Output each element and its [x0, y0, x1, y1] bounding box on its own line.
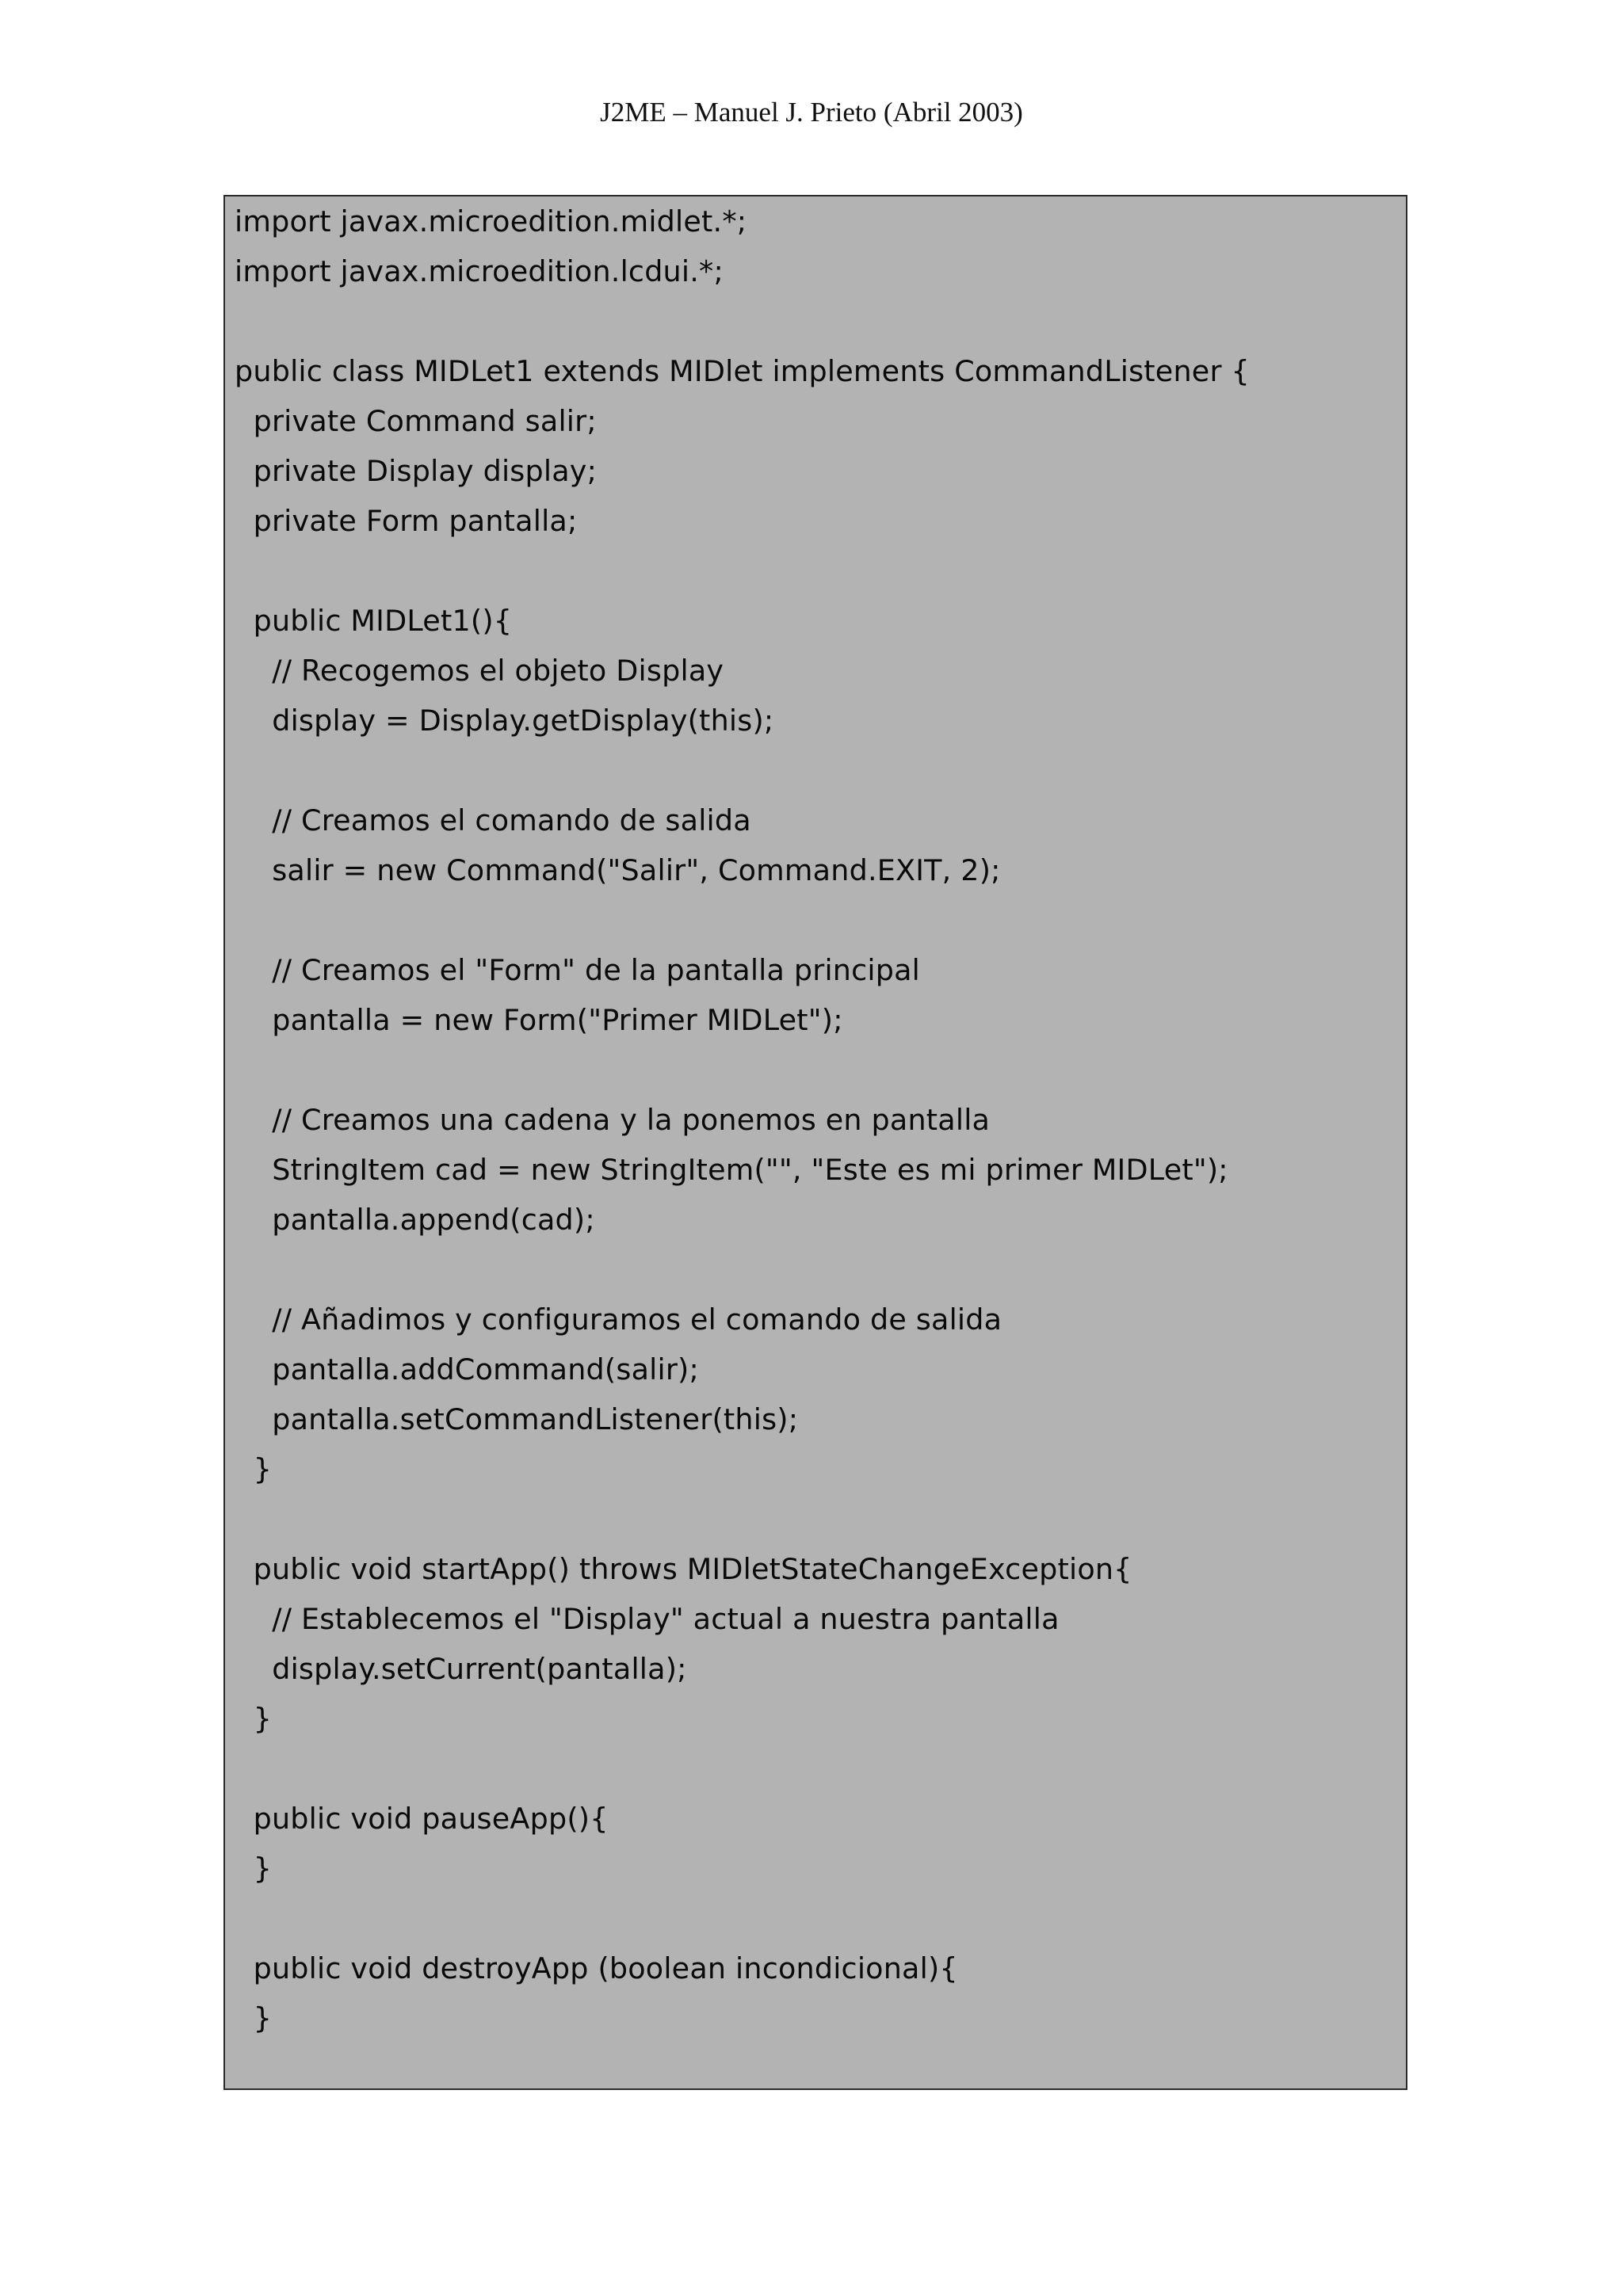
code-line [235, 1494, 1406, 1544]
code-line: pantalla.append(cad); [235, 1203, 595, 1237]
code-line: pantalla.setCommandListener(this); [235, 1402, 799, 1436]
code-line [235, 546, 1406, 596]
code-line [235, 1744, 1406, 1794]
code-line: } [235, 1452, 273, 1486]
code-line [235, 1245, 1406, 1295]
code-line: salir = new Command("Salir", Command.EXIT, 2); [235, 853, 1001, 887]
code-line [235, 296, 1406, 346]
code-line: StringItem cad = new StringItem("", "Este es mi primer MIDLet"); [235, 1153, 1228, 1187]
code-line: public MIDLet1(){ [235, 604, 513, 638]
code-line [235, 895, 1406, 945]
code-line [235, 746, 1406, 795]
code-line: // Añadimos y configuramos el comando de salida [235, 1302, 1002, 1337]
code-line: import javax.microedition.lcdui.*; [235, 254, 724, 288]
code-line: // Establecemos el "Display" actual a nuestra pantalla [235, 1602, 1060, 1636]
code-line: private Display display; [235, 454, 598, 488]
code-lines [235, 196, 1406, 2043]
code-line: // Recogemos el objeto Display [235, 654, 724, 688]
code-line [235, 1894, 1406, 1943]
code-line: display = Display.getDisplay(this); [235, 704, 774, 738]
code-line: pantalla.addCommand(salir); [235, 1352, 699, 1386]
code-listing-box [223, 195, 1407, 2090]
code-line: } [235, 1852, 273, 1886]
page-header: J2ME – Manuel J. Prieto (Abril 2003) [600, 97, 1023, 128]
code-line: import javax.microedition.midlet.*; [235, 204, 747, 238]
code-line: public void pauseApp(){ [235, 1802, 609, 1836]
code-line: public void startApp() throws MIDletStateChangeException{ [235, 1552, 1132, 1586]
code-line: public void destroyApp (boolean incondicional){ [235, 1951, 958, 1985]
code-line [235, 1045, 1406, 1095]
code-line: // Creamos una cadena y la ponemos en pantalla [235, 1103, 991, 1137]
code-line: // Creamos el "Form" de la pantalla principal [235, 953, 921, 987]
code-line: public class MIDLet1 extends MIDlet implements CommandListener { [235, 354, 1250, 388]
code-line: } [235, 1702, 273, 1736]
code-line: display.setCurrent(pantalla); [235, 1652, 687, 1686]
code-line: } [235, 2001, 273, 2035]
code-line: // Creamos el comando de salida [235, 803, 751, 837]
code-line: private Command salir; [235, 404, 597, 438]
code-line: pantalla = new Form("Primer MIDLet"); [235, 1003, 843, 1037]
code-line: private Form pantalla; [235, 504, 578, 538]
